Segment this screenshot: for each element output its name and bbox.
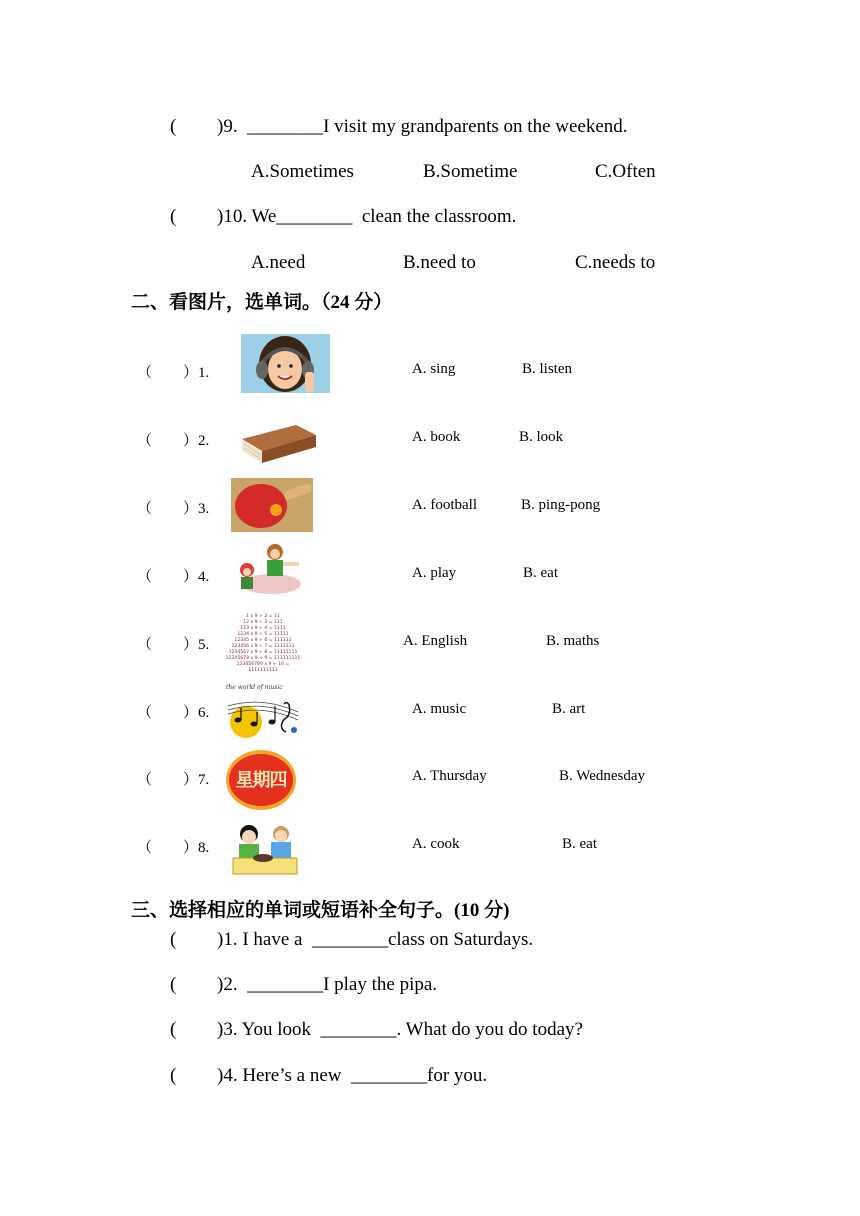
pyramid-line: 123456789 x 9 + 10 = 1111111111 bbox=[236, 662, 290, 673]
q10-option-c: C.needs to bbox=[575, 252, 656, 273]
s2-item1-paren: （ bbox=[137, 365, 153, 381]
s2-item5-option-a: A. English bbox=[403, 633, 468, 649]
ping-pong-paddle-image bbox=[231, 478, 313, 532]
q9-option-a: A.Sometimes bbox=[251, 161, 354, 182]
s2-item7-option-a: A. Thursday bbox=[412, 768, 487, 784]
pyramid-line: 12345 x 9 + 6 = 111111 bbox=[234, 638, 292, 643]
s2-item4-option-a: A. play bbox=[412, 565, 457, 581]
pyramid-line: 1 x 9 + 2 = 11 bbox=[246, 614, 280, 619]
s3-item2-post: I play the pipa. bbox=[323, 974, 438, 995]
music-notes-image bbox=[224, 684, 301, 742]
pyramid-line: 1234 x 9 + 5 = 11111 bbox=[237, 632, 289, 637]
s2-item6-number: ）6. bbox=[183, 705, 210, 721]
q10-option-b: B.need to bbox=[403, 252, 476, 273]
s2-item6-paren: （ bbox=[137, 705, 153, 721]
s2-item3-paren: （ bbox=[137, 501, 153, 517]
s2-item1-number: ）1. bbox=[183, 365, 210, 381]
ping-pong-picture bbox=[231, 478, 313, 532]
play-picture bbox=[229, 540, 309, 598]
cook-picture bbox=[229, 820, 300, 876]
s3-item2-text bbox=[217, 974, 437, 996]
q9-paren: ( bbox=[170, 116, 177, 137]
s3-item2-blank: ________ bbox=[247, 974, 324, 995]
pyramid-line: 123456 x 9 + 7 = 1111111 bbox=[231, 644, 295, 649]
s2-item5-paren: （ bbox=[137, 637, 153, 653]
pyramid-line: 123 x 9 + 4 = 1111 bbox=[240, 626, 286, 631]
s3-item1-text bbox=[217, 929, 533, 951]
q10-number: )10. We bbox=[217, 206, 277, 227]
s2-item7-number: ）7. bbox=[183, 772, 210, 788]
cartoon-play-image bbox=[229, 540, 309, 598]
s2-item6-option-a: A. music bbox=[412, 701, 467, 717]
s3-item4-blank: ________ bbox=[351, 1065, 428, 1086]
q9-sentence: I visit my grandparents on the weekend. bbox=[323, 116, 628, 137]
s3-item3-blank: ________ bbox=[320, 1019, 397, 1040]
section3-title: 三、选择相应的单词或短语补全句子。(10 分) bbox=[131, 900, 510, 921]
s2-item4-paren: （ bbox=[137, 569, 153, 585]
q9-option-b: B.Sometime bbox=[423, 161, 518, 182]
s2-item8-number: ）8. bbox=[183, 840, 210, 856]
s2-item5-number: ）5. bbox=[183, 637, 210, 653]
girl-headphones-picture bbox=[241, 334, 330, 393]
music-picture bbox=[224, 684, 301, 742]
s3-item3-text bbox=[217, 1019, 583, 1041]
s2-item4-option-b: B. eat bbox=[523, 565, 558, 581]
pyramid-line: 12345678 x 9 + 9 = 111111111 bbox=[225, 656, 301, 661]
s2-item2-number: ）2. bbox=[183, 433, 210, 449]
s3-item2-pre: )2. bbox=[217, 974, 243, 995]
s3-item4-text bbox=[217, 1065, 487, 1087]
section2-title: 二、看图片，选单词。（24 分） bbox=[131, 292, 393, 313]
s2-item8-option-b: B. eat bbox=[562, 836, 597, 852]
s2-item7-option-b: B. Wednesday bbox=[559, 768, 646, 784]
book-image bbox=[236, 413, 320, 470]
multiplication-pyramid bbox=[222, 614, 304, 674]
s2-item3-number: ）3. bbox=[183, 501, 210, 517]
q10-option-a: A.need bbox=[251, 252, 306, 273]
s2-item4-number: ）4. bbox=[183, 569, 210, 585]
s3-item3-pre: )3. You look bbox=[217, 1019, 316, 1040]
s3-item4-paren: ( bbox=[170, 1065, 177, 1086]
s2-item6-option-b: B. art bbox=[552, 701, 586, 717]
s3-item1-blank: ________ bbox=[311, 929, 388, 950]
kids-cooking-image bbox=[229, 820, 300, 876]
thursday-sign-text: 星期四 bbox=[235, 770, 287, 791]
q9-number: )9. bbox=[217, 116, 238, 137]
s2-item1-option-b: B. listen bbox=[522, 361, 573, 377]
thursday-picture bbox=[225, 749, 297, 811]
q9-option-c: C.Often bbox=[595, 161, 656, 182]
s2-item2-option-a: A. book bbox=[412, 429, 461, 445]
s3-item2-paren: ( bbox=[170, 974, 177, 995]
q10-sentence: clean the classroom. bbox=[361, 206, 517, 227]
s2-item5-option-b: B. maths bbox=[546, 633, 600, 649]
s3-item3-paren: ( bbox=[170, 1019, 177, 1040]
s2-item7-paren: （ bbox=[137, 772, 153, 788]
s2-item3-option-b: B. ping-pong bbox=[521, 497, 601, 513]
q9-text bbox=[217, 116, 628, 138]
s3-item4-pre: )4. Here’s a new bbox=[217, 1065, 347, 1086]
music-caption: the world of music bbox=[226, 684, 283, 691]
s3-item1-post: class on Saturdays. bbox=[387, 929, 534, 950]
s2-item2-paren: （ bbox=[137, 433, 153, 449]
q10-blank: ________ bbox=[276, 206, 353, 227]
s3-item4-post: for you. bbox=[427, 1065, 488, 1086]
s3-item3-post: . What do you do today? bbox=[396, 1019, 583, 1040]
s2-item1-option-a: A. sing bbox=[412, 361, 456, 377]
q10-paren: ( bbox=[170, 206, 177, 227]
girl-headphones-image bbox=[241, 334, 330, 393]
book-picture bbox=[236, 413, 320, 470]
s3-item1-pre: )1. I have a bbox=[217, 929, 308, 950]
s2-item2-option-b: B. look bbox=[519, 429, 564, 445]
pyramid-line: 1234567 x 9 + 8 = 11111111 bbox=[228, 650, 298, 655]
s3-item1-paren: ( bbox=[170, 929, 177, 950]
pyramid-line: 12 x 9 + 3 = 111 bbox=[243, 620, 283, 625]
s2-item3-option-a: A. football bbox=[412, 497, 477, 513]
s2-item8-option-a: A. cook bbox=[412, 836, 460, 852]
q9-blank: ________ bbox=[247, 116, 324, 137]
q10-text bbox=[217, 206, 516, 228]
s2-item8-paren: （ bbox=[137, 840, 153, 856]
maths-picture bbox=[222, 612, 304, 673]
